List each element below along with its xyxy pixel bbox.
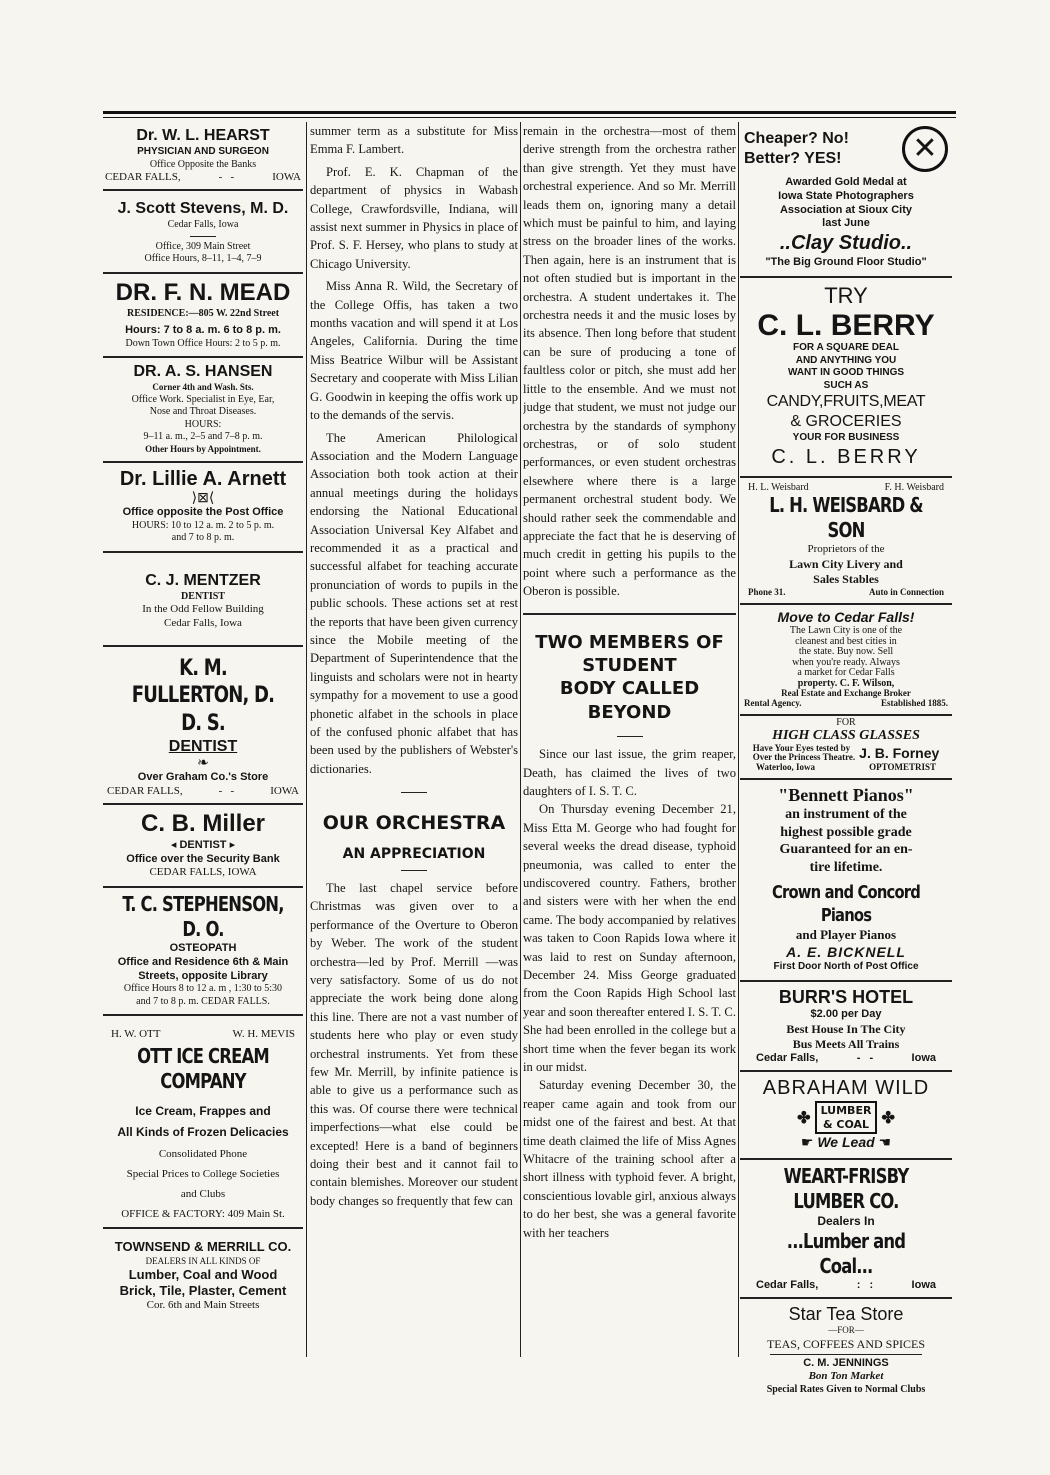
- ad-forney-title: OPTOMETRIST: [869, 761, 936, 772]
- ad-wild-lumber-box: [797, 1101, 895, 1135]
- ad-mead-name: DR. F. N. MEAD: [115, 278, 291, 306]
- ad-weart-goods: ...Lumber and Coal...: [786, 1228, 906, 1278]
- ad-hearst-state: IOWA: [272, 171, 301, 183]
- ad-wilson: [740, 605, 952, 717]
- ad-bennett-loc: First Door North of Post Office: [773, 961, 919, 973]
- ad-stephenson-name: T. C. STEPHENSON, D. O.: [122, 892, 284, 941]
- ad-hansen-work1: Office Work. Specialist in Eye, Ear,: [131, 393, 275, 405]
- ad-hansen-hours-label: HOURS:: [184, 418, 222, 430]
- ad-hearst-title: PHYSICIAN AND SURGEON: [137, 146, 269, 157]
- ad-ott: [103, 1016, 303, 1229]
- ad-forney-for: FOR: [836, 717, 856, 729]
- ad-berry-l6: & GROCERIES: [790, 413, 902, 431]
- news-paragraph: Miss Anna R. Wild, the Secretary of the College Offis, has taken a two months vacation and will spend it at Los Angeles, California. During the time Miss Beatrice Wilbur will be Assistant Secretary and cooperate with Miss Lilian G. Goodwin in keeping the offis work up to the demands of the servis.: [310, 279, 518, 423]
- ad-ott-partner2: W. H. MEVIS: [232, 1028, 295, 1041]
- ad-wilson-l5: a market for Cedar Falls: [797, 667, 895, 678]
- ad-berry-l5: CANDY,FRUITS,MEAT: [766, 393, 926, 411]
- deaths-headline-2: BODY CALLED BEYOND: [559, 678, 700, 723]
- ad-weart-city: Cedar Falls,: [756, 1278, 819, 1291]
- ad-ott-name: OTT ICE CREAM COMPANY: [137, 1044, 269, 1094]
- ad-fullerton: [103, 647, 303, 805]
- ad-ott-partner1: H. W. OTT: [111, 1028, 161, 1041]
- ad-bennett-l1: an instrument of the: [785, 807, 907, 823]
- right-pointer-icon: ▸: [229, 838, 236, 851]
- ad-townsend-name: TOWNSEND & MERRILL CO.: [114, 1239, 292, 1255]
- column-rule-2: [520, 122, 521, 1357]
- orchestra-subhead: AN APPRECIATION: [342, 845, 486, 862]
- ad-forney-name: J. B. Forney: [859, 744, 940, 761]
- ad-berry-name: C. L. BERRY: [757, 309, 935, 343]
- ad-burr-dash: - -: [856, 1051, 874, 1064]
- ad-clay-when: last June: [822, 217, 870, 230]
- ad-stephenson: [103, 888, 303, 1016]
- ad-stevens-rule: [190, 236, 216, 237]
- orchestra-headline: OUR ORCHESTRA: [322, 812, 506, 835]
- ad-hansen-work2: Nose and Throat Diseases.: [149, 406, 257, 417]
- ad-startea-name: Star Tea Store: [788, 1303, 904, 1324]
- ad-townsend: [103, 1229, 303, 1319]
- ad-wilson-l4: when you're ready. Always: [792, 656, 900, 668]
- ad-mentzer-title: DENTIST: [181, 590, 225, 602]
- ad-bennett-l5: Crown and Concord Pianos: [772, 882, 920, 926]
- x-circle-icon: ✕: [902, 126, 948, 172]
- ad-miller-office: Office over the Security Bank: [126, 852, 280, 865]
- ad-startea-special: Special Rates Given to Normal Clubs: [766, 1384, 926, 1396]
- ad-clay-assoc1: Iowa State Photographers: [778, 189, 914, 202]
- ad-weisbard-phone: Phone 31.: [748, 586, 786, 597]
- ad-burr-rate: $2.00 per Day: [810, 1008, 882, 1021]
- ad-miller-title-wrap: [103, 839, 303, 853]
- ad-ott-line1: Ice Cream, Frappes and: [135, 1104, 271, 1119]
- ad-weart-frisby: [740, 1160, 952, 1299]
- ad-wilson-l2: cleanest and best cities in: [795, 635, 897, 647]
- column-rule-1: [306, 122, 307, 1357]
- ad-stephenson-office1: Office and Residence 6th & Main: [117, 955, 289, 968]
- ad-forney: [740, 716, 952, 779]
- ad-burr-city: Cedar Falls,: [756, 1051, 819, 1064]
- ad-ott-office: OFFICE & FACTORY: 409 Main St.: [121, 1207, 285, 1220]
- ad-hansen-corner: Corner 4th and Wash. Sts.: [152, 382, 254, 393]
- ad-berry-l7: YOUR FOR BUSINESS: [792, 432, 900, 444]
- ad-fullerton-store: Over Graham Co.'s Store: [137, 771, 269, 783]
- ad-clay-q2: Better? YES!: [744, 150, 842, 167]
- ad-wild-coal: & COAL: [822, 1117, 870, 1131]
- ad-clay-q1: Cheaper? No!: [744, 130, 849, 147]
- ad-wild-lumber: LUMBER: [820, 1103, 872, 1117]
- ad-wild-name: ABRAHAM WILD: [762, 1076, 930, 1099]
- pointing-hand-icon: ☛: [800, 1134, 814, 1151]
- ad-forney-city: Waterloo, Iowa: [756, 761, 815, 772]
- ad-berry-l2: AND ANYTHING YOU: [795, 354, 897, 366]
- ad-hearst-dash: - -: [218, 171, 235, 183]
- ad-mead: [103, 274, 303, 359]
- ad-berry: [740, 278, 952, 478]
- article-separator: [401, 792, 427, 793]
- ad-stephenson-hours1: Office Hours 8 to 12 a. m , 1:30 to 5:30: [123, 983, 283, 995]
- ad-berry-l3: WANT IN GOOD THINGS: [787, 367, 905, 379]
- ad-miller: [103, 805, 303, 888]
- ad-clay-name: ..Clay Studio..: [779, 232, 913, 254]
- ad-burr-l2: Bus Meets All Trains: [792, 1036, 900, 1051]
- column-news-2: [310, 122, 518, 1210]
- ad-miller-title: DENTIST: [179, 838, 227, 851]
- ad-hansen-hours: 9–11 a. m., 2–5 and 7–8 p. m.: [143, 431, 263, 442]
- ad-wilson-head: Move to Cedar Falls!: [777, 608, 915, 625]
- ad-bennett: [740, 780, 952, 982]
- ad-weart-state: Iowa: [911, 1278, 936, 1291]
- ad-mentzer-building: In the Odd Fellow Building: [142, 603, 264, 615]
- ad-ott-clubs: and Clubs: [180, 1187, 226, 1200]
- article-separator: [617, 736, 643, 737]
- ad-hansen: [103, 358, 303, 463]
- deaths-paragraph: Saturday evening December 30, the reaper came again and took from our midst one of the fairest and best. At that time death claimed the life of Miss Agnes Whitacre of the training school after a short illness with typhoid fever. A bright, conscientious lovable girl, anxious always to do her best, she was a general favorite with her teachers: [523, 1078, 736, 1240]
- ad-stephenson-office2: Streets, opposite Library: [138, 969, 268, 982]
- ad-wilson-l6: property. C. F. Wilson,: [797, 677, 895, 689]
- ad-ott-phone: Consolidated Phone: [158, 1148, 248, 1161]
- ad-clay-assoc2: Association at Sioux City: [779, 203, 913, 216]
- ad-clay-medal: Awarded Gold Medal at: [785, 176, 907, 188]
- ad-wilson-l1: The Lawn City is one of the: [789, 625, 903, 636]
- ad-stevens-name: J. Scott Stevens, M. D.: [117, 200, 289, 217]
- ad-bennett-l6: and Player Pianos: [795, 927, 897, 943]
- ad-bennett-l2: highest possible grade: [780, 824, 912, 840]
- masthead-rule: [103, 111, 956, 114]
- ad-startea-goods: TEAS, COFFEES AND SPICES: [766, 1336, 926, 1351]
- ad-weisbard-p2: F. H. Weisbard: [884, 481, 944, 493]
- ad-wild-lead-wrap: [740, 1134, 952, 1152]
- ad-stephenson-hours2: and 7 to 8 p. m. CEDAR FALLS.: [136, 995, 270, 1007]
- ad-weart-dash: : :: [856, 1278, 874, 1291]
- ad-mead-down: Down Town Office Hours: 2 to 5 p. m.: [125, 337, 281, 349]
- ad-ott-line2: All Kinds of Frozen Delicacies: [117, 1125, 289, 1140]
- column-business-ads: [740, 122, 952, 1403]
- ad-weisbard-l1: Lawn City Livery and: [789, 556, 903, 571]
- ad-weart-name: WEART-FRISBY LUMBER CO.: [783, 1163, 909, 1213]
- ad-burr-name: BURR'S HOTEL: [778, 986, 914, 1007]
- ad-stevens-office: Office, 309 Main Street: [155, 240, 251, 252]
- ad-miller-city: CEDAR FALLS, IOWA: [149, 866, 257, 879]
- ad-fullerton-state: IOWA: [270, 784, 299, 797]
- ad-weisbard-auto: Auto in Connection: [868, 586, 944, 597]
- ad-bennett-l3: Guaranteed for an en-: [779, 842, 913, 858]
- ad-startea-market: Bon Ton Market: [808, 1370, 884, 1383]
- ornament-icon: ⟩⊠⟨: [191, 490, 215, 506]
- orchestra-paragraph: The last chapel service before Christmas was given over to a performance of the Overture to Oberon by Weber. The work of the student orchestra—led by Prof. Merrill —was very satisfactory. Some of us do not appreciate the work being done along this line. There are not a vast number of students here who play or even study orchestral instruments. Yet from these few Mr. Merrill, by infinite patience is able to give us a performance such as this was. Of course there were technical imperfections—what else could be excepted! Here is a band of beginners doing their best and it cannot fail to contain blemishes. Moreover our student body changes so frequently that few can: [310, 880, 518, 1208]
- ad-hansen-name: DR. A. S. HANSEN: [133, 363, 273, 381]
- ad-forney-l1: Have Your Eyes tested by: [752, 742, 851, 753]
- ad-fullerton-dash: - -: [218, 784, 235, 797]
- ad-startea-for: —FOR—: [828, 1325, 864, 1336]
- ad-berry-l1: FOR A SQUARE DEAL: [793, 342, 899, 354]
- ad-fullerton-name: K. M. FULLERTON, D. D. S.: [131, 655, 275, 736]
- ad-bennett-head: "Bennett Pianos": [778, 784, 914, 805]
- ad-clay-studio: [740, 122, 952, 278]
- ad-weart-dealers: Dealers In: [817, 1213, 875, 1228]
- masthead-rule-thin: [103, 117, 956, 118]
- ad-berry-try: TRY: [824, 282, 868, 308]
- ad-arnett-office: Office opposite the Post Office: [122, 505, 284, 518]
- news-paragraph: Prof. E. K. Chapman of the department of physics in Wabash College, Crawfordsville, Indiana, will assist next summer in Physics in place of Prof. S. F. Hersey, who plans to study at Chicago University.: [310, 164, 518, 271]
- ad-weisbard-prop: Proprietors of the: [807, 542, 885, 555]
- ad-mead-hours: Hours: 7 to 8 a. m. 6 to 8 p. m.: [125, 324, 281, 336]
- ad-townsend-line2: Brick, Tile, Plaster, Cement: [119, 1283, 287, 1298]
- ad-startea-owner: C. M. JENNINGS: [770, 1354, 922, 1371]
- ad-wilson-l7: Real Estate and Exchange Broker: [781, 688, 911, 698]
- ad-townsend-dealers: DEALERS IN ALL KINDS OF: [145, 1255, 261, 1266]
- ad-forney-head: HIGH CLASS GLASSES: [772, 728, 920, 744]
- ornament-icon: ✤: [881, 1109, 895, 1127]
- tooth-icon: ❧: [197, 756, 209, 771]
- ad-arnett-hours2: and 7 to 8 p. m.: [171, 532, 235, 543]
- ad-wilson-rental: Rental Agency.: [744, 698, 802, 709]
- ad-townsend-addr: Cor. 6th and Main Streets: [146, 1299, 260, 1312]
- ad-wilson-est: Established 1885.: [880, 698, 948, 709]
- ad-wilson-l3: the state. Buy now. Sell: [798, 646, 894, 657]
- article-separator: [401, 870, 427, 871]
- ad-stephenson-title: OSTEOPATH: [169, 942, 237, 954]
- ad-weisbard-name: L. H. WEISBARD & SON: [769, 492, 923, 542]
- ad-hearst-name: Dr. W. L. HEARST: [136, 127, 270, 144]
- ad-wild: [740, 1072, 952, 1160]
- ad-arnett-name: Dr. Lillie A. Arnett: [119, 467, 287, 490]
- ad-arnett: [103, 463, 303, 553]
- ad-berry-l4: SUCH AS: [823, 379, 869, 391]
- deaths-headline-1: TWO MEMBERS OF STUDENT: [535, 631, 724, 676]
- ad-burr: [740, 982, 952, 1072]
- ad-stevens: [103, 191, 303, 274]
- ad-weisbard-p1: H. L. Weisbard: [748, 481, 809, 493]
- news-paragraph: summer term as a substitute for Miss Emma F. Lambert.: [310, 124, 518, 157]
- ad-fullerton-title: DENTIST: [168, 738, 238, 755]
- article-divider: [523, 613, 736, 615]
- deaths-paragraph: Since our last issue, the grim reaper, Death, has claimed the lives of two daughters of I. S. T. C.: [523, 747, 736, 798]
- ad-weisbard: [740, 478, 952, 605]
- ad-stevens-hours: Office Hours, 8–11, 1–4, 7–9: [144, 253, 262, 264]
- ad-weisbard-l2: Sales Stables: [813, 571, 879, 586]
- ad-hearst: [103, 122, 303, 191]
- ad-bennett-l4: tire lifetime.: [809, 859, 883, 875]
- ad-wild-lead: We Lead: [817, 1134, 875, 1151]
- ad-townsend-line1: Lumber, Coal and Wood: [128, 1266, 278, 1282]
- ad-mead-residence: RESIDENCE:—805 W. 22nd Street: [126, 307, 280, 319]
- ad-clay-slogan: "The Big Ground Floor Studio": [765, 256, 927, 268]
- pointing-hand-left-icon: ☚: [878, 1134, 892, 1151]
- ad-berry-name2: C. L. BERRY: [771, 445, 921, 468]
- ad-burr-state: Iowa: [911, 1051, 936, 1064]
- orchestra-paragraph-cont: remain in the orchestra—most of them derive strength from the orchestra rather than give strength. Yet they must have orchestral experience. And so Mr. Merrill leads them on, ignoring many a detail which must be painful to him, and laying stress on the broader lines of the works. Then again, here is an instrument that is not often studied but is important in the orchestra. A student undertakes it. The orchestra needs it and the music loses by its absence. Then long before that student can be sure of producing a tone of faultless color or pitch, she must add her little to the ensemble. And we must not judge that student, we must not judge our orchestra by the standards of symphony orchestras, or of solo student performances, or even student orchestras elsewhere where there is a large permanent orchestral student body. We should rather seek the commendable and appreciate the fact that he is deserving of much credit in getting his pupils to the point where such a performance as the Oberon is possible.: [523, 124, 736, 599]
- ad-hearst-office: Office Opposite the Banks: [149, 158, 257, 170]
- ad-mentzer-city: Cedar Falls, Iowa: [164, 616, 242, 629]
- ad-arnett-hours1: HOURS: 10 to 12 a. m. 2 to 5 p. m.: [131, 519, 275, 531]
- ad-stevens-city: Cedar Falls, Iowa: [167, 219, 239, 230]
- ornament-icon: ✤: [797, 1109, 811, 1127]
- ad-burr-l1: Best House In The City: [786, 1021, 906, 1036]
- column-professional-ads: [103, 122, 303, 1319]
- left-pointer-icon: ◂: [170, 838, 177, 851]
- ad-forney-l2: Over the Princess Theatre.: [752, 751, 856, 762]
- ad-star-tea: [740, 1299, 952, 1403]
- deaths-paragraph: On Thursday evening December 21, Miss Etta M. George who had fought for several weeks the dread disease, typhoid pneumonia, was called to enter the undiscovered country. Fathers, brother and sisters were with her when the end came. The body accompanied by relatives was taken to Coon Rapids Iowa where it was laid to rest on Sunday afternoon, December 24. Miss George graduated from the Coon Rapids High School last year and soon thereafter entered I. S. T. C. She had been enrolled in the college but a short time when the fever began its work in our midst.: [523, 802, 736, 1075]
- column-rule-3: [738, 122, 739, 1357]
- ad-hansen-other: Other Hours by Appointment.: [145, 443, 261, 454]
- ad-ott-special: Special Prices to College Societies: [126, 1168, 280, 1180]
- ad-bennett-name: A. E. BICKNELL: [786, 943, 906, 960]
- ad-fullerton-city: CEDAR FALLS,: [107, 784, 183, 797]
- ad-mentzer-name: C. J. MENTZER: [145, 571, 261, 589]
- ad-miller-name: C. B. Miller: [140, 809, 266, 837]
- ad-mentzer: [103, 553, 303, 647]
- ad-hearst-city: CEDAR FALLS,: [105, 171, 181, 183]
- column-news-3: [523, 122, 736, 1242]
- news-paragraph: The American Philological Association and the Modern Language Association both took action at their annual meetings during the holidays endorsing the National Educational Association Universal Key Alfabet and recommended it as a practical and successful alfabet for teaching accurate pronunciation of words to pupils in the public schools. These actions set at rest the reports that have been given currency since the Mobile meeting of the Department of Superintendence that the linguists and scholars were not in hearty sympathy for a movement to use a good phonetic alfabet in the schools in place of the confused phonic alfabet that has been used by the publishers of Webster's dictionaries.: [310, 430, 518, 776]
